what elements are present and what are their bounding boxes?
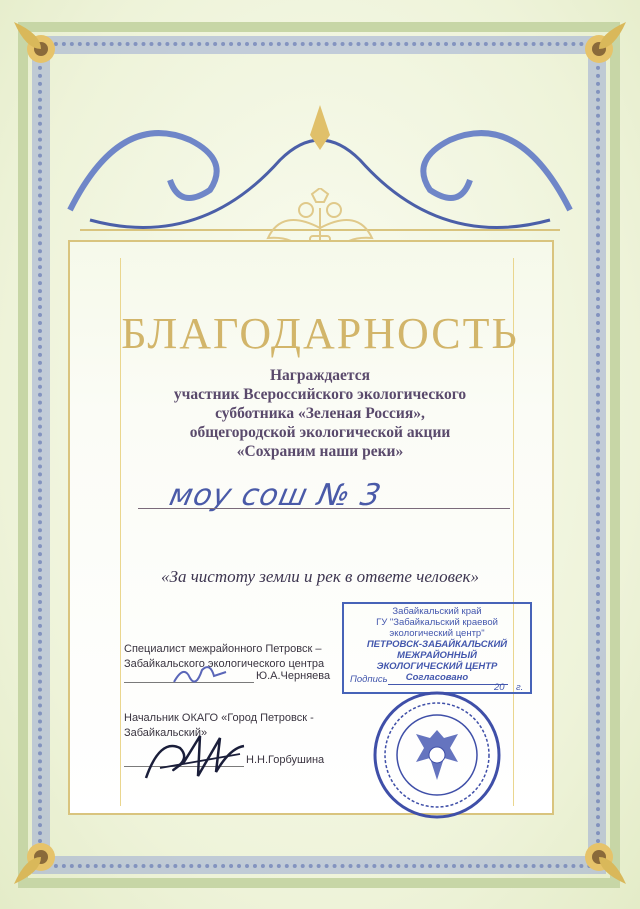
- signatory-2-name: Н.Н.Горбушина: [246, 754, 325, 766]
- handwritten-signature-1: [170, 660, 230, 690]
- approval-stamp: [342, 602, 532, 694]
- stamp-line: ЭКОЛОГИЧЕСКИЙ ЦЕНТР: [376, 661, 498, 672]
- position-line: Специалист межрайонного Петровск –: [124, 643, 322, 655]
- stamp-line: Забайкальский край: [392, 606, 482, 617]
- corner-ornament-top-left: [6, 14, 76, 84]
- round-official-seal: [372, 690, 502, 820]
- award-line: участник Всероссийского экологического: [173, 386, 467, 403]
- corner-ornament-bottom-right: [564, 822, 634, 892]
- award-line: Награждается: [270, 367, 370, 384]
- position-line: Начальник ОКАГО «Город Петровск -: [124, 712, 314, 724]
- stamp-signature-line: [388, 684, 508, 685]
- motto: «За чистоту земли и рек в ответе человек»: [161, 567, 479, 586]
- stamp-line: МЕЖРАЙОННЫЙ: [397, 650, 477, 661]
- stamp-line: ПЕТРОВСК-ЗАБАЙКАЛЬСКИЙ: [366, 639, 508, 650]
- handwritten-signature-2: [140, 728, 250, 788]
- award-line: «Сохраним наши реки»: [236, 443, 404, 460]
- position-line: Забайкальский»: [124, 727, 208, 739]
- award-line: субботника «Зеленая Россия»,: [215, 405, 425, 422]
- award-line: общегородской экологической акции: [189, 424, 451, 441]
- corner-ornament-top-right: [564, 14, 634, 84]
- position-line: Забайкальского экологического центра: [124, 658, 325, 670]
- stamp-line: Согласовано: [405, 672, 469, 683]
- recipient-underline: [138, 508, 510, 509]
- signatory-1-position: [124, 642, 344, 672]
- corner-ornament-bottom-left: [6, 822, 76, 892]
- certificate-title: БЛАГОДАРНОСТЬ: [121, 309, 519, 358]
- signatory-1-name: Ю.А.Черняева: [256, 670, 331, 682]
- recipient-handwritten: моу сош № 3: [166, 478, 385, 513]
- stamp-year: 20: [494, 682, 505, 693]
- stamp-line: ГУ "Забайкальский краевой экологический центр": [376, 617, 498, 639]
- stamp-signature-label: Подпись: [350, 674, 388, 685]
- award-text: [120, 366, 520, 461]
- stamp-year-end: г.: [516, 682, 524, 693]
